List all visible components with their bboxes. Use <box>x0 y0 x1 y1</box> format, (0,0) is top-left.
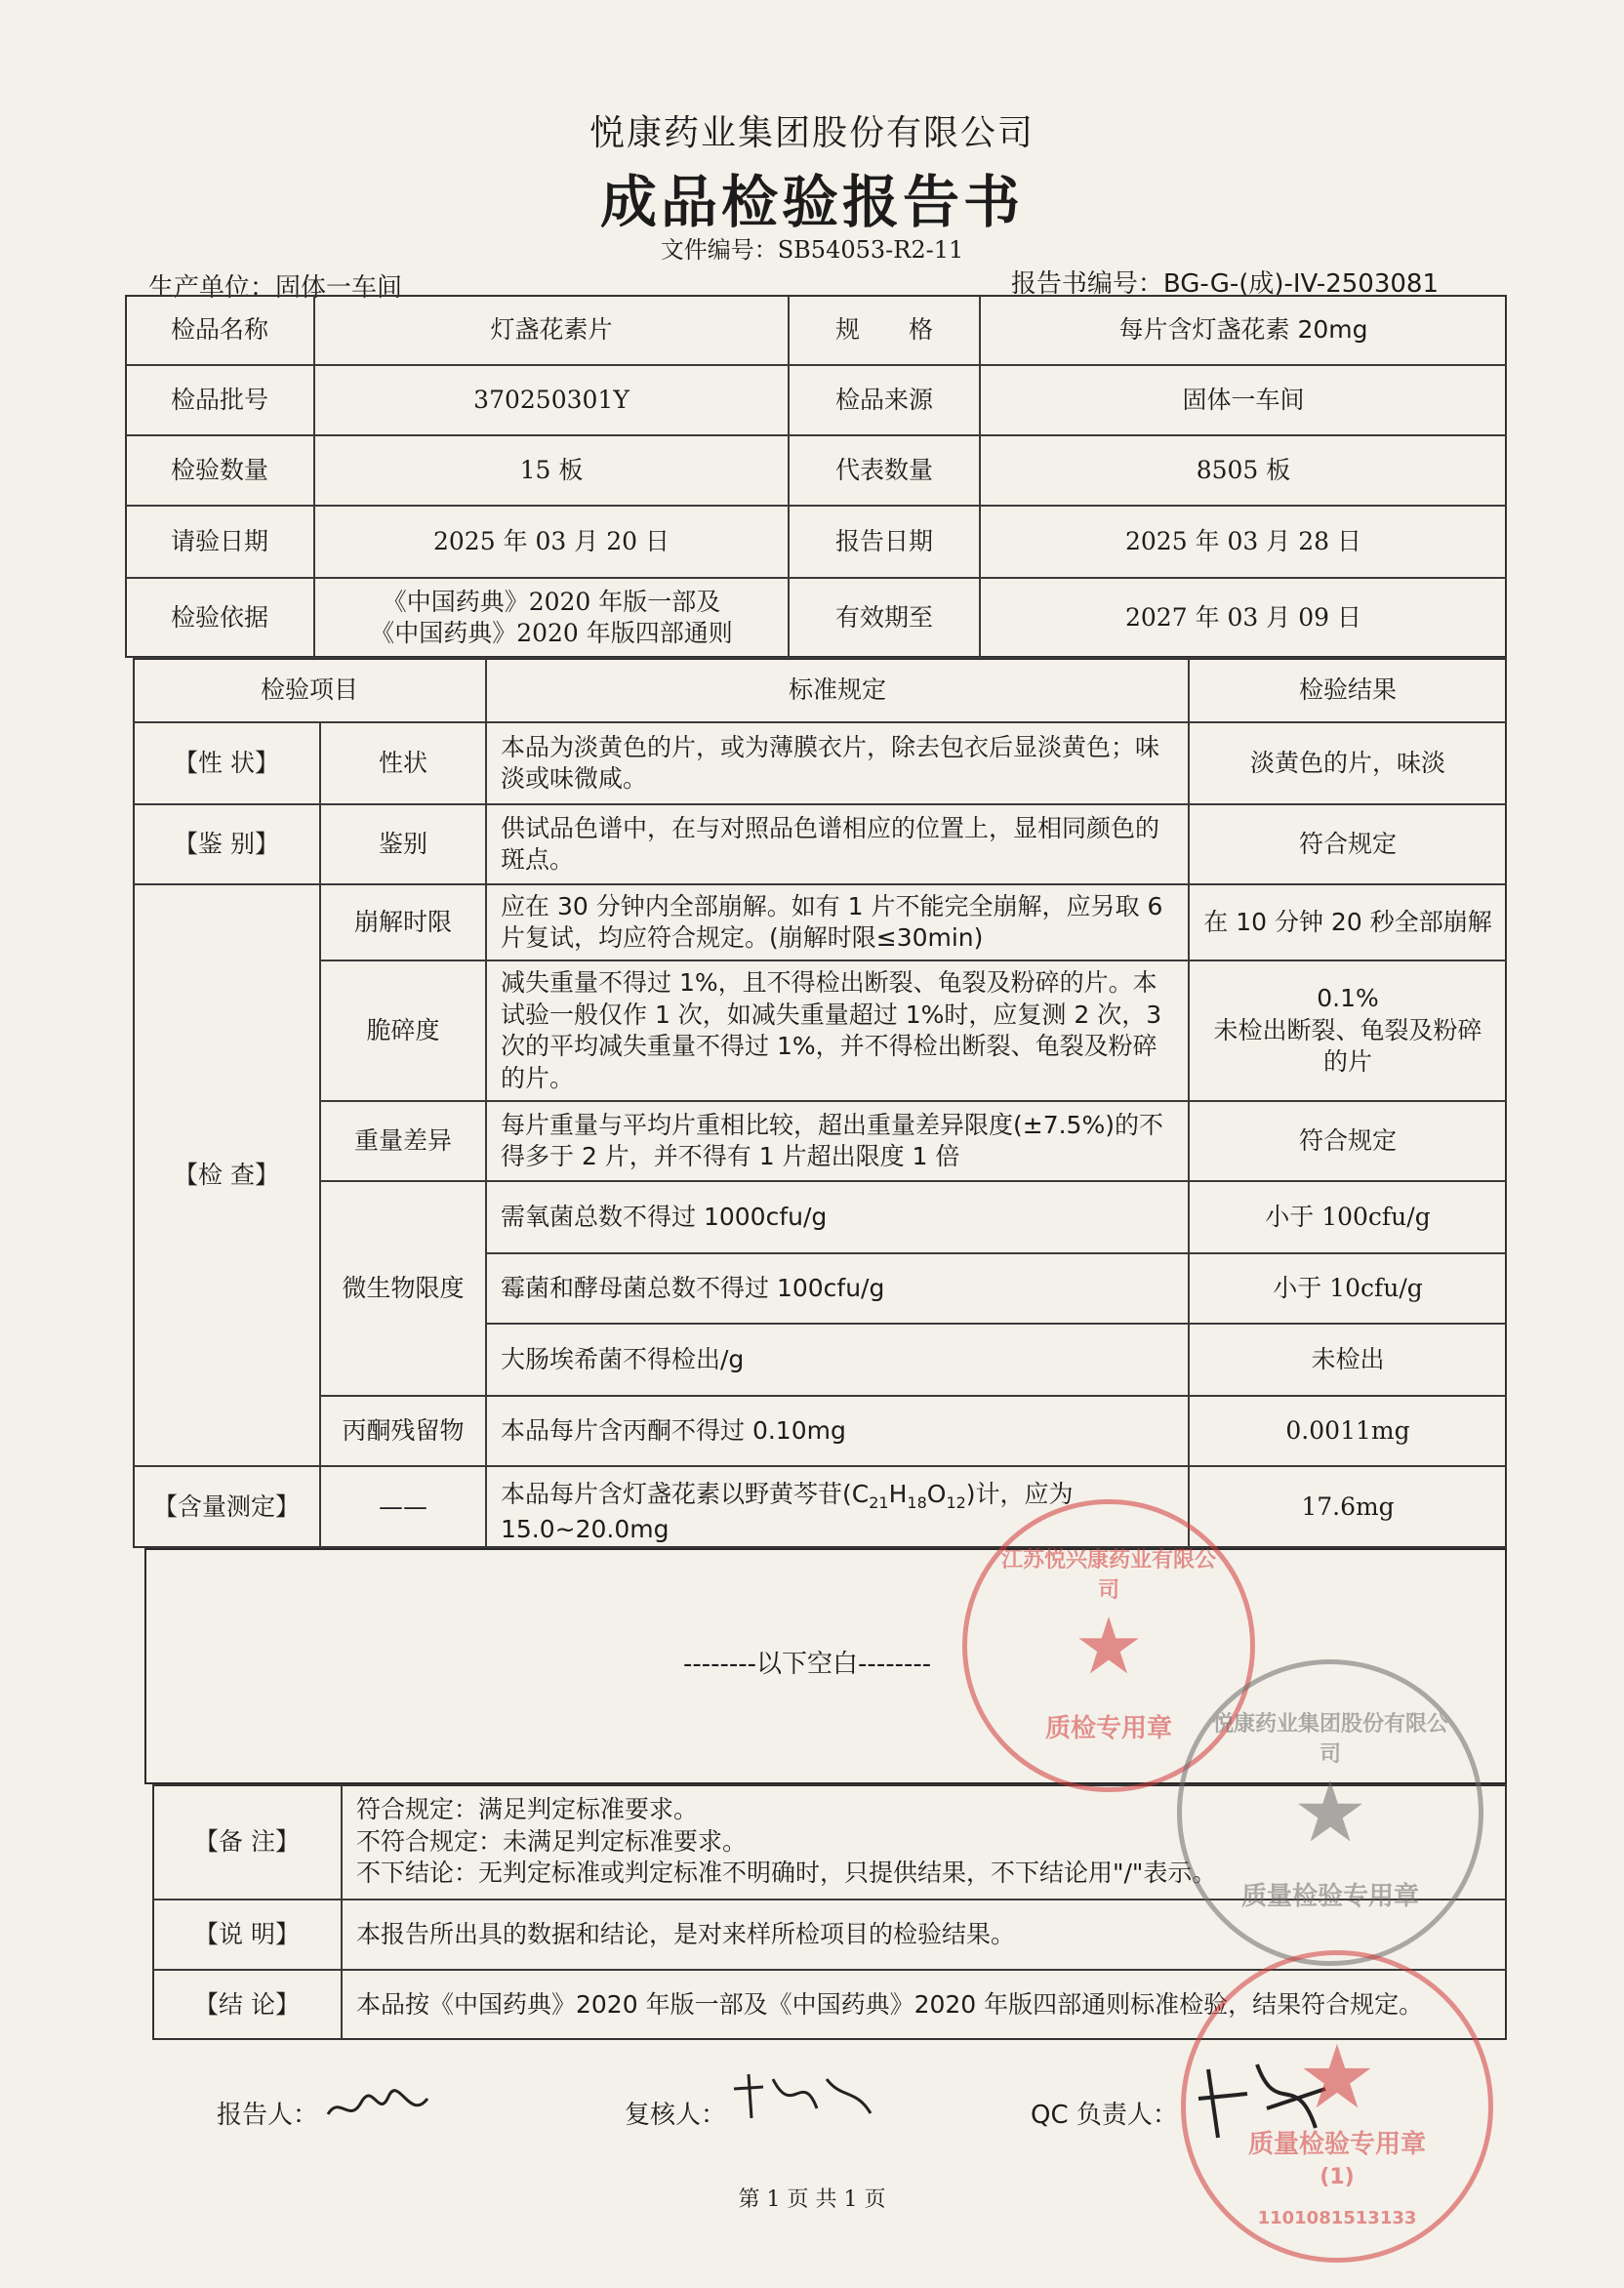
reporter-label: 报告人： <box>217 2101 319 2130</box>
result-friability-value: 0.1% <box>1317 984 1379 1013</box>
value-expiry: 2027 年 03 月 09 日 <box>980 578 1507 658</box>
document-title: 成品检验报告书 <box>599 169 1024 235</box>
production-unit: 生产单位：固体一车间 <box>148 273 403 303</box>
reporter-signature <box>320 2075 447 2134</box>
stamp-3-code: 1101081513133 <box>1257 2208 1417 2228</box>
qc-label: QC 负责人： <box>1031 2101 1178 2130</box>
result-identification: 符合规定 <box>1189 804 1507 884</box>
reviewer-signature <box>724 2060 880 2138</box>
result-mold-yeast: 小于 10cfu/g <box>1189 1253 1507 1324</box>
standard-identification: 供试品色谱中，在与对照品色谱相应的位置上，显相同颜色的斑点。 <box>486 804 1189 884</box>
standard-ecoli: 大肠埃希菌不得检出/g <box>486 1324 1189 1396</box>
label-batch: 检品批号 <box>125 365 314 435</box>
stamp-3-number: (1) <box>1320 2165 1355 2189</box>
stamp-gray <box>1177 1659 1483 1966</box>
standard-aerobic: 需氧菌总数不得过 1000cfu/g <box>486 1181 1189 1253</box>
label-product-name: 检品名称 <box>125 295 314 365</box>
stamp-2-subtext: 质量检验专用章 <box>1240 1882 1419 1911</box>
item-assay: —— <box>320 1466 486 1548</box>
basis-line-2: 《中国药典》2020 年版四部通则 <box>370 619 733 647</box>
item-weight-variation: 重量差异 <box>320 1101 486 1181</box>
stamp-1-star-icon: ★ <box>1074 1600 1144 1692</box>
value-spec: 每片含灯盏花素 20mg <box>980 295 1507 365</box>
assay-text-b: )计，应为 15.0~20.0mg <box>501 1480 1074 1543</box>
standard-disintegration: 应在 30 分钟内全部崩解。如有 1 片不能完全崩解，应另取 6 片复试，均应符合规定。(崩解时限≤30min) <box>486 884 1189 960</box>
explain-text: 本报告所出具的数据和结论，是对来样所检项目的检验结果。 <box>342 1900 1507 1970</box>
label-request-date: 请验日期 <box>125 506 314 578</box>
label-spec: 规 格 <box>789 295 980 365</box>
value-batch: 370250301Y <box>314 365 789 435</box>
label-expiry: 有效期至 <box>789 578 980 658</box>
notes-line-2: 不符合规定：未满足判定标准要求。 <box>356 1826 748 1856</box>
value-quantity: 15 板 <box>314 435 789 506</box>
group-inspection: 【检 查】 <box>133 884 320 1466</box>
standard-appearance: 本品为淡黄色的片，或为薄膜衣片，除去包衣后显淡黄色；味淡或味微咸。 <box>486 722 1189 804</box>
value-product-name: 灯盏花素片 <box>314 295 789 365</box>
blank-marker: --------以下空白-------- <box>683 1650 932 1679</box>
assay-sub-c: 21 <box>869 1493 889 1512</box>
standard-weight-variation: 每片重量与平均片重相比较，超出重量差异限度(±7.5%)的不得多于 2 片，并不得有 1 片超出限度 1 倍 <box>486 1101 1189 1181</box>
item-identification: 鉴别 <box>320 804 486 884</box>
label-report-date: 报告日期 <box>789 506 980 578</box>
file-number: 文件编号：SB54053-R2-11 <box>660 236 964 264</box>
basis-line-1: 《中国药典》2020 年版一部及 <box>382 587 721 616</box>
result-friability <box>1189 960 1507 1101</box>
label-source: 检品来源 <box>789 365 980 435</box>
result-appearance: 淡黄色的片，味淡 <box>1189 722 1507 804</box>
item-disintegration: 崩解时限 <box>320 884 486 960</box>
item-appearance: 性状 <box>320 722 486 804</box>
page-footer: 第 1 页 共 1 页 <box>738 2187 886 2212</box>
reviewer-label: 复核人： <box>625 2101 727 2130</box>
item-microbial-limit: 微生物限度 <box>320 1181 486 1396</box>
assay-o: O <box>926 1480 947 1508</box>
group-assay: 【含量测定】 <box>133 1466 320 1548</box>
label-quantity: 检验数量 <box>125 435 314 506</box>
stamp-1-subtext: 质检专用章 <box>1044 1714 1172 1743</box>
result-aerobic: 小于 100cfu/g <box>1189 1181 1507 1253</box>
notes-line-3: 不下结论：无判定标准或判定标准不明确时，只提供结果，不下结论用"/"表示。 <box>356 1859 1217 1888</box>
standard-mold-yeast: 霉菌和酵母菌总数不得过 100cfu/g <box>486 1253 1189 1324</box>
header-standard: 标准规定 <box>486 658 1189 722</box>
value-basis <box>314 578 789 658</box>
explain-label: 【说 明】 <box>152 1900 342 1970</box>
notes-label: 【备 注】 <box>152 1784 342 1900</box>
item-friability: 脆碎度 <box>320 960 486 1101</box>
header-result: 检验结果 <box>1189 658 1507 722</box>
stamp-2-text: 悦康药业集团股份有限公司 <box>1211 1712 1448 1767</box>
group-appearance: 【性 状】 <box>133 722 320 804</box>
assay-sub-h: 18 <box>907 1493 927 1512</box>
stamp-3-star-icon: ★ <box>1297 2025 1377 2129</box>
item-acetone-residue: 丙酮残留物 <box>320 1396 486 1466</box>
result-friability-note: 未检出断裂、龟裂及粉碎的片 <box>1213 1015 1482 1077</box>
standard-friability: 减失重量不得过 1%，且不得检出断裂、龟裂及粉碎的片。本试验一般仅作 1 次，如减失重量超过 1%时，应复测 2 次，3 次的平均减失重量不得过 1%，并不得检出断裂、龟裂及粉碎的片。 <box>486 960 1189 1101</box>
assay-sub-o: 12 <box>946 1493 966 1512</box>
report-number: 报告书编号：BG-G-(成)-IV-2503081 <box>1010 269 1439 299</box>
notes-line-1: 符合规定：满足判定标准要求。 <box>356 1795 699 1824</box>
result-disintegration: 在 10 分钟 20 秒全部崩解 <box>1189 884 1507 960</box>
value-report-date: 2025 年 03 月 28 日 <box>980 506 1507 578</box>
conclusion-text: 本品按《中国药典》2020 年版一部及《中国药典》2020 年版四部通则标准检验，结果符合规定。 <box>342 1970 1507 2040</box>
company-name: 悦康药业集团股份有限公司 <box>589 113 1035 153</box>
stamp-red-bottom <box>1181 1950 1493 2263</box>
conclusion-label: 【结 论】 <box>152 1970 342 2040</box>
group-identification: 【鉴 别】 <box>133 804 320 884</box>
result-ecoli: 未检出 <box>1189 1324 1507 1396</box>
assay-h: H <box>888 1480 908 1508</box>
header-item: 检验项目 <box>133 658 486 722</box>
result-acetone-residue: 0.0011mg <box>1189 1396 1507 1466</box>
assay-text-a: 本品每片含灯盏花素以野黄芩苷(C <box>501 1480 870 1508</box>
stamp-1-text: 江苏悦兴康药业有限公司 <box>1000 1548 1216 1603</box>
label-basis: 检验依据 <box>125 578 314 658</box>
value-request-date: 2025 年 03 月 20 日 <box>314 506 789 578</box>
result-weight-variation: 符合规定 <box>1189 1101 1507 1181</box>
stamp-3-subtext: 质量检验专用章 <box>1247 2130 1426 2159</box>
label-rep-quantity: 代表数量 <box>789 435 980 506</box>
standard-acetone-residue: 本品每片含丙酮不得过 0.10mg <box>486 1396 1189 1466</box>
value-source: 固体一车间 <box>980 365 1507 435</box>
value-rep-quantity: 8505 板 <box>980 435 1507 506</box>
stamp-2-star-icon: ★ <box>1292 1764 1368 1861</box>
result-assay: 17.6mg <box>1189 1466 1507 1548</box>
